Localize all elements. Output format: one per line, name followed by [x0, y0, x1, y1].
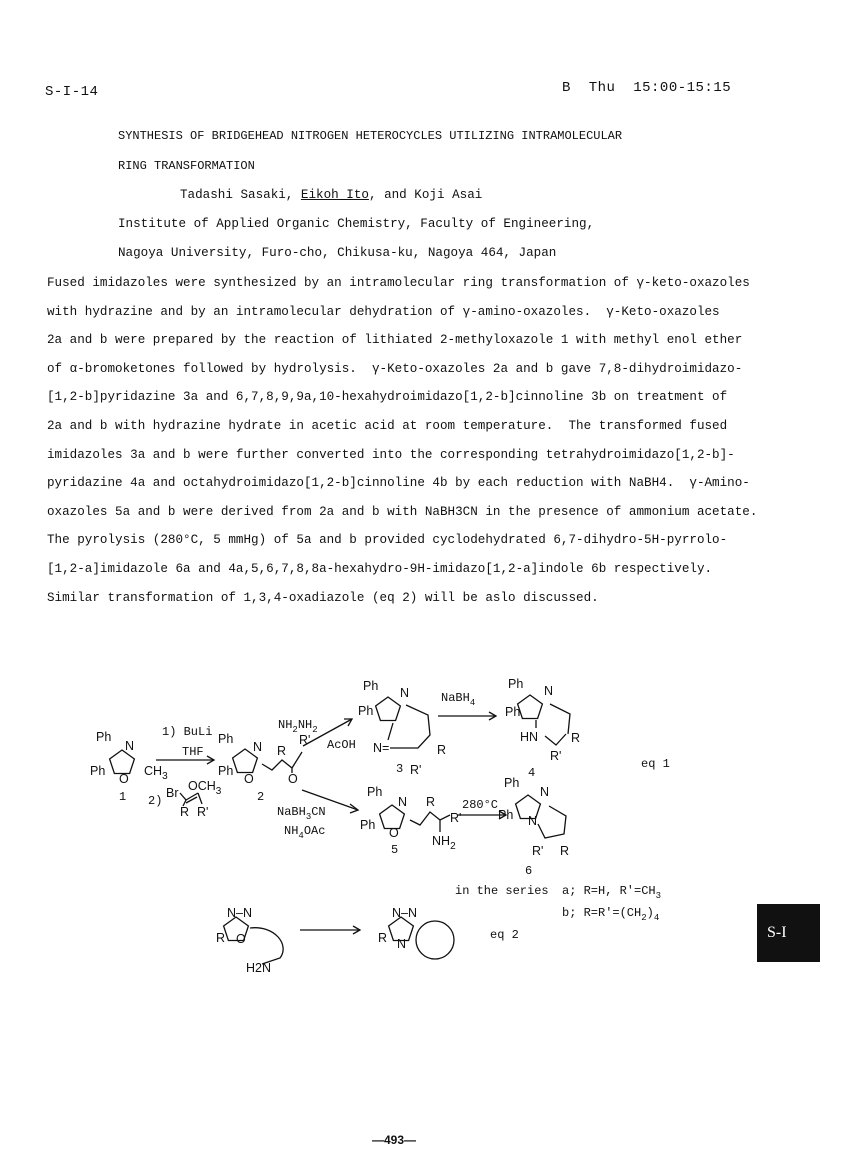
compound-label-5: 5: [391, 843, 399, 857]
series-a: a; R=H, $R'=CH_3$: [562, 884, 662, 901]
title-line-1: SYNTHESIS OF BRIDGEHEAD NITROGEN HETEROCYCLES UTILIZING INTRAMOLECULAR: [118, 129, 623, 143]
atom-n: N: [540, 785, 550, 799]
atom-r: R: [560, 844, 570, 858]
bond: [536, 704, 570, 745]
reagent-acoh: AcOH: [327, 738, 356, 752]
title-line-2: RING TRANSFORMATION: [118, 159, 255, 173]
abstract-line: 2a and b were prepared by the reaction of lithiated 2-methyloxazole 1 with methyl enol ether: [47, 333, 743, 348]
compound-label-2: 2: [257, 790, 265, 804]
atom-r: R: [216, 931, 226, 945]
compound-label-6: 6: [525, 864, 533, 878]
reagent-step-2: 2): [148, 794, 163, 808]
series-label: in the series: [455, 884, 549, 898]
affiliation-line-1: Institute of Applied Organic Chemistry, Faculty of Engineering,: [118, 217, 595, 231]
bond: [186, 793, 198, 800]
atom-o: O: [288, 772, 298, 786]
reagent-buli: 1) BuLi: [162, 725, 213, 739]
bond: [410, 812, 450, 825]
compound-label-1: 1: [119, 790, 127, 804]
atom-r: R: [378, 931, 388, 945]
atom-o: O: [119, 772, 129, 786]
reagent-thf: THF: [182, 745, 204, 759]
atom-r: R: [277, 744, 287, 758]
section-tab-label: S-I: [767, 924, 787, 941]
reagent-nh4oac: $NH_4OAc$: [284, 824, 326, 841]
atom-ph: Ph: [367, 785, 383, 799]
atom-nn: N–N: [392, 906, 418, 920]
atom-ph: Ph: [363, 679, 379, 693]
abstract-line: pyridazine 4a and octahydroimidazo[1,2-b]cinnoline 4b by each reduction with NaBH4. γ-Amino-: [47, 476, 750, 491]
atom-n: N: [400, 686, 410, 700]
atom-nn: N–N: [227, 906, 253, 920]
atom-r: R: [571, 731, 581, 745]
atom-ph: Ph: [505, 705, 521, 719]
ring: [110, 750, 135, 774]
atom-hn: HN: [520, 730, 539, 744]
ring: [518, 695, 543, 719]
bond: [538, 806, 566, 838]
abstract-line: The pyrolysis (280°C, 5 mmHg) of 5a and b provided cyclodehydrated 6,7-dihydro-5H-pyrrolo-: [47, 533, 728, 548]
bond: [186, 797, 197, 803]
atom-r: R: [180, 805, 190, 819]
atom-ph: Ph: [218, 764, 234, 778]
author-3: , and Koji Asai: [368, 188, 483, 202]
atom-och3: $OCH_3$: [188, 779, 222, 797]
atom-n: N: [398, 795, 408, 809]
page-number: —493—: [372, 1133, 417, 1147]
affiliation-line-2: Nagoya University, Furo-cho, Chikusa-ku, Nagoya 464, Japan: [118, 246, 557, 260]
atom-ph: Ph: [504, 776, 520, 790]
abstract-line: oxazoles 5a and b were derived from 2a and b with NaBH3CN in the presence of ammonium acetate.: [47, 504, 758, 519]
atom-rprime: R': [410, 763, 422, 777]
atom-rprime: R': [299, 733, 311, 747]
atom-h2n: H2N: [246, 961, 272, 975]
atom-ph: Ph: [360, 818, 376, 832]
equation-label-1: eq 1: [641, 757, 670, 771]
compound-label-3: 3: [396, 762, 404, 776]
session-schedule: B Thu 15:00-15:15: [562, 80, 732, 96]
atom-o: O: [244, 772, 254, 786]
atom-ph: Ph: [218, 732, 234, 746]
ring: [376, 697, 401, 721]
series-b: b; $R=R'=(CH_2)_4$: [562, 906, 660, 923]
atom-n: N: [125, 739, 135, 753]
equation-label-2: eq 2: [490, 928, 519, 942]
atom-r: R: [437, 743, 447, 757]
atom-o: O: [236, 932, 246, 946]
atom-rprime: R': [550, 749, 562, 763]
abstract-line: with hydrazine and by an intramolecular dehydration of γ-amino-oxazoles. γ-Keto-oxazoles: [47, 304, 720, 319]
abstract-line: Similar transformation of 1,3,4-oxadiazole (eq 2) will be aslo discussed.: [47, 590, 599, 605]
bond: [388, 705, 430, 748]
atom-ch3: $CH_3$: [144, 764, 168, 782]
abstract-line: 2a and b with hydrazine hydrate in acetic acid at room temperature. The transformed fused: [47, 419, 728, 433]
atom-n: N: [528, 814, 538, 828]
bond: [198, 793, 202, 804]
atom-ph: Ph: [358, 704, 374, 718]
atom-ph: Ph: [508, 677, 524, 691]
atom-rprime: R': [197, 805, 209, 819]
atom-br: Br: [166, 786, 179, 800]
atom-rprime: R': [532, 844, 544, 858]
reagent-nabh3cn: NaBH$_3$CN: [277, 805, 326, 822]
section-tab: [757, 904, 820, 962]
session-code: S-I-14: [45, 84, 99, 100]
abstract-line: [1,2-b]pyridazine 3a and 6,7,8,9,9a,10-hexahydroimidazo[1,2-b]cinnoline 3b on treatment of: [47, 390, 728, 405]
compound-label-4: 4: [528, 766, 536, 780]
atom-ph: Ph: [498, 808, 514, 822]
abstract-line: Fused imidazoles were synthesized by an intramolecular ring transformation of γ-keto-oxazoles: [47, 276, 750, 290]
atom-n: N=: [373, 741, 390, 755]
atom-ph: Ph: [90, 764, 106, 778]
reagent-hydrazine: $NH_2NH_2$: [278, 718, 318, 735]
abstract-line: of α-bromoketones followed by hydrolysis. γ-Keto-oxazoles 2a and b gave 7,8-dihydroimidazo-: [47, 361, 743, 376]
atom-r: R: [426, 795, 436, 809]
atom-o: O: [389, 826, 399, 840]
reaction-temperature: 280°C: [462, 798, 499, 812]
fused-ring: [416, 921, 454, 959]
atom-n: N: [544, 684, 554, 698]
author-2-presenter: Eikoh Ito: [300, 188, 369, 202]
atom-ph: Ph: [96, 730, 112, 744]
bond: [250, 928, 283, 964]
abstract-line: [1,2-a]imidazole 6a and 4a,5,6,7,8,8a-hexahydro-9H-imidazo[1,2-a]indole 6b respectively.: [47, 562, 713, 576]
author-1: Tadashi Sasaki,: [180, 188, 301, 202]
atom-n: N: [253, 740, 263, 754]
reagent-nabh4: NaBH$_4$: [441, 691, 476, 708]
atom-n: N: [397, 937, 407, 951]
atom-rprime: R': [450, 811, 462, 825]
atom-nh2: $NH_2$: [432, 834, 456, 852]
abstract-line: imidazoles 3a and b were further converted into the corresponding tetrahydroimidazo[1,2-b]-: [47, 447, 735, 462]
